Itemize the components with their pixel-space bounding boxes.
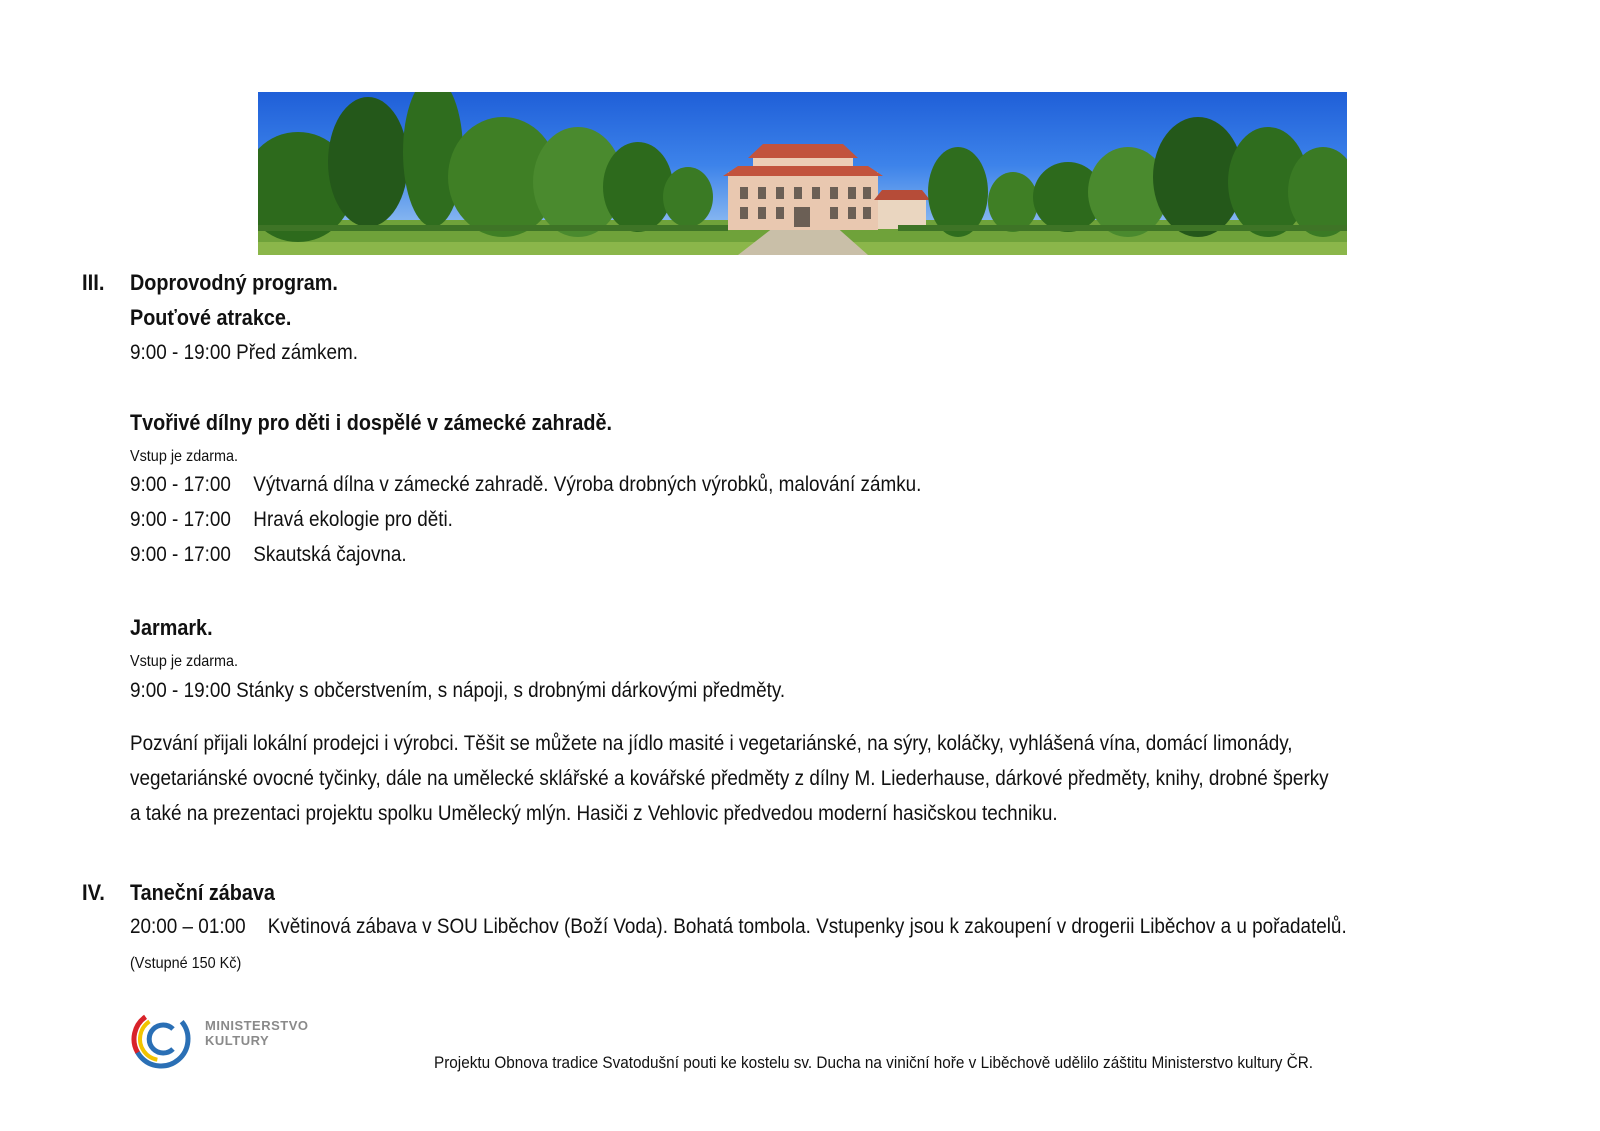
- workshop-item-time: 9:00 - 17:00: [130, 508, 231, 531]
- section-3-title: Doprovodný program.: [130, 270, 338, 295]
- workshop-item-time: 9:00 - 17:00: [130, 543, 231, 566]
- attractions-title: Pouťové atrakce.: [130, 305, 292, 330]
- ministry-logo-mark-icon: [131, 1009, 195, 1073]
- section-3-number: III.: [82, 270, 105, 295]
- workshop-item: [130, 543, 407, 567]
- logo-line-2: KULTURY: [205, 1033, 270, 1048]
- workshop-item-time: 9:00 - 17:00: [130, 473, 231, 496]
- paragraph-line: Pozvání přijali lokální prodejci i výrobci. Těšit se můžete na jídlo masité i vegetariánské, na sýry, koláčky, vyhlášená vína, domácí limonády,: [130, 732, 1293, 755]
- workshop-item-text: Skautská čajovna.: [253, 543, 407, 566]
- dance-line: [130, 915, 1347, 939]
- fair-note: Vstup je zdarma.: [130, 653, 239, 670]
- paragraph-line: a také na prezentaci projektu spolku Umělecký mlýn. Hasiči z Vehlovic předvedou moderní hasičskou techniku.: [130, 802, 1058, 825]
- attractions-time-line: 9:00 - 19:00 Před zámkem.: [130, 341, 358, 364]
- fair-paragraph: [130, 726, 1516, 831]
- section-4-number: IV.: [82, 880, 105, 905]
- dance-time: 20:00 – 01:00: [130, 915, 246, 938]
- fair-title: Jarmark.: [130, 615, 213, 640]
- workshops-note: Vstup je zdarma.: [130, 448, 239, 465]
- workshop-item-text: Výtvarná dílna v zámecké zahradě. Výroba drobných výrobků, malování zámku.: [253, 473, 922, 496]
- dance-price: (Vstupné 150 Kč): [130, 955, 242, 972]
- logo-line-1: MINISTERSTVO: [205, 1018, 309, 1033]
- workshops-title: Tvořivé dílny pro děti i dospělé v zámecké zahradě.: [130, 410, 612, 435]
- castle-panorama-image: [258, 92, 1347, 255]
- paragraph-line: vegetariánské ovocné tyčinky, dále na umělecké sklářské a kovářské předměty z dílny M. Liederhause, dárkové předměty, knihy, drobné šperky: [130, 767, 1329, 790]
- ministry-logo-text: [205, 1018, 309, 1048]
- workshop-item-text: Hravá ekologie pro děti.: [253, 508, 453, 531]
- fair-time-line: 9:00 - 19:00 Stánky s občerstvením, s nápoji, s drobnými dárkovými předměty.: [130, 679, 786, 702]
- workshop-item: [130, 473, 921, 497]
- workshop-item: [130, 508, 453, 532]
- section-4-title: Taneční zábava: [130, 880, 275, 905]
- patronage-footer: Projektu Obnova tradice Svatodušní pouti ke kostelu sv. Ducha na viniční hoře v Liběchově udělilo záštitu Ministerstvo kultury ČR.: [434, 1053, 1314, 1072]
- dance-text: Květinová zábava v SOU Liběchov (Boží Voda). Bohatá tombola. Vstupenky jsou k zakoupení v drogerii Liběchov a u pořadatelů.: [267, 915, 1347, 938]
